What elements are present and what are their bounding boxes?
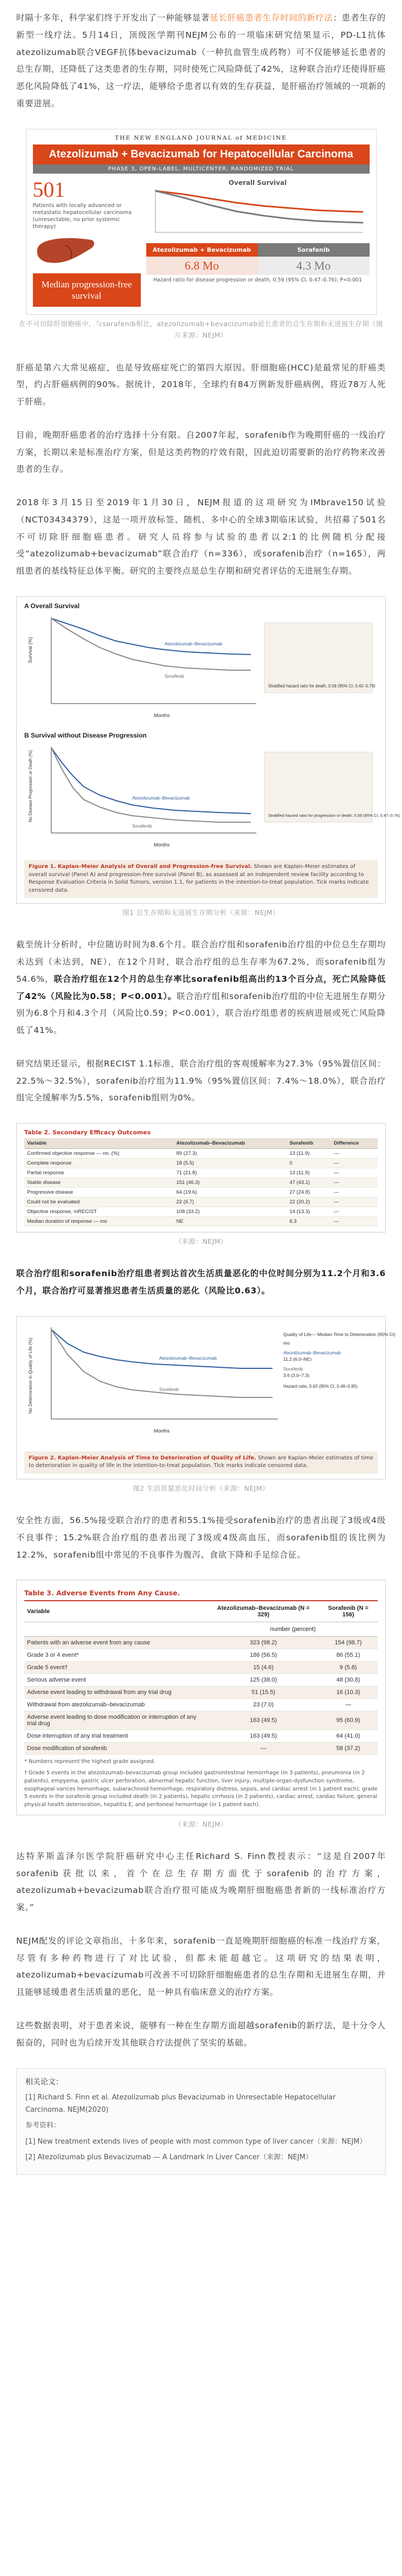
qol-hr: Hazard ratio, 0.63 (95% CI, 0.46–0.85) (283, 1383, 358, 1389)
reference-item: [2] Atezolizumab plus Bevacizumab — A Landmark in Liver Cancer（来源：NEJM） (25, 2153, 313, 2162)
table-cell: 15 (4.6) (208, 1662, 319, 1674)
table-cell: 186 (56.5) (208, 1649, 319, 1662)
figure2-note-body: Shown are Kaplan–Meier estimates of time to deterioration in quality of life in the intention-to-treat population. Tick marks indicate censored data. (29, 1455, 373, 1469)
table-cell: Adverse event leading to withdrawal from any trial drug (24, 1686, 208, 1699)
os-ylabel: Survival (%) (28, 637, 33, 664)
trial-text-b: “atezolizumab+bevacizumab”联合治疗（n=336），或sorafenib治疗（n=165），两组患者的基线特征总体平衡。研究的主要终点是总生存期和研究者评估的无进展生存期。 (16, 549, 386, 576)
arm-a-label: Atezolizumab + Bevacizumab (146, 243, 258, 257)
table-cell: Progressive disease (24, 1188, 174, 1197)
table-cell: 22 (20.2) (287, 1197, 331, 1207)
table-row (24, 1168, 378, 1178)
os-chart (24, 612, 378, 725)
median-pfs-label: Median progression-free survival (33, 273, 141, 307)
table-row (24, 1730, 378, 1742)
table-cell: 163 (49.5) (208, 1730, 319, 1742)
table-cell: 163 (49.5) (208, 1711, 319, 1730)
table-cell: 18 (5.5) (174, 1159, 287, 1168)
intro-highlight: 延长肝癌患者生存时间的新疗法 (209, 13, 333, 23)
table-cell: 22 (6.7) (174, 1197, 287, 1207)
results-text-b: 中位随访时间为8.6个月。联合治疗组和sorafenib治疗组的中位总生存期均未达到（未达到，NE），在12个月时，联合治疗组的总生存率为67.2%，而sorafenib组为54.6%， (16, 940, 386, 984)
figure-caption-1: 在不可切除肝细胞癌中，与sorafenib相比，atezolizumab+bevacizumab延长患者的总生存期和无进展生存期（图片来源：NEJM） (19, 320, 383, 340)
os-hr-text: Stratified hazard ratio for death, 0.58 (95% CI, 0.42–0.79) (268, 684, 376, 689)
table-cell: Dose modification of sorafenib (24, 1742, 208, 1755)
references-list (25, 2091, 377, 2164)
paragraph-qol: 联合治疗组和sorafenib治疗组患者到达首次生活质量恶化的中位时间分别为11.2个月和3.6个月，联合治疗可显著推迟患者生活质量的恶化（风险比0.63）。 (16, 1269, 386, 1296)
intro-text-b: ：患者生存的新型一线疗法。5月14日，顶级医学期刊NEJM公布的一项临床研究结果显示，PD-L1抗体atezolizumab联合VEGF抗体bevacizumab（一种抗血管生成药物）可不仅能够延长患者的总生存期，还降低了这类患者的生存期，同时使死亡风险降低了42%，这种联合治疗还使得肝癌恶化风险降低了41%，这一疗法，能够给予患者以有效的生存获益，是肝癌治疗领域的一项新的重要进展。 (16, 13, 386, 108)
paragraph-expert: 达特茅斯盖泽尔医学院肝癌研究中心主任Richard S. Finn教授表示：“这是自2007年sorafenib获批以来，首个在总生存期方面优于sorafenib的治疗方案，atezolizumab+bevacizumab联合治疗很可能成为晚期肝细胞癌患者新的一线标准治疗方案。” (16, 1851, 386, 1913)
figure-caption-4: 图2 生活质量恶化时间分析（来源：NEJM） (133, 1484, 269, 1492)
table-cell: Could not be evaluated (24, 1197, 174, 1207)
adverse-events-title: Table 3. Adverse Events from Any Cause. (24, 1586, 378, 1601)
qol-panel (16, 1316, 396, 1479)
qol-legend-combo-val: 11.2 (6.0–NE) (283, 1356, 312, 1362)
secondary-outcomes-table (24, 1138, 378, 1227)
table-cell: — (331, 1178, 378, 1188)
table-cell: 0 (287, 1159, 331, 1168)
ae-footnote-1: * Numbers represent the highest grade assigned. (24, 1759, 155, 1765)
nejm-summary-card (26, 129, 377, 315)
table-cell: 323 (98.2) (208, 1637, 319, 1649)
references-heading: 相关论文： (25, 2077, 63, 2086)
table-row (24, 1188, 378, 1197)
adverse-events-panel (16, 1580, 386, 1815)
liver-icon (33, 235, 98, 267)
table-cell: 51 (15.5) (208, 1686, 319, 1699)
qol-ylabel: No Deterioration in Quality of Life (%) (28, 1338, 33, 1414)
nejm-brand: THE NEW ENGLAND JOURNAL of MEDICINE (114, 134, 288, 141)
qol-chart (24, 1322, 396, 1446)
table-cell: Objective response, mRECIST (24, 1207, 174, 1217)
table-row (24, 1637, 378, 1649)
table-cell: 151 (46.3) (174, 1178, 287, 1188)
table-row (24, 1217, 378, 1227)
os-title: Overall Survival (228, 178, 287, 187)
table-cell: 27 (24.8) (287, 1188, 331, 1197)
table-cell: — (331, 1207, 378, 1217)
adverse-events-table (24, 1601, 378, 1755)
table-cell: — (331, 1188, 378, 1197)
arm-pfs-values (146, 257, 370, 275)
ae-unit-row: number (percent) (208, 1622, 378, 1637)
paragraph-editorial: NEJM配发的评论文章指出，十多年来，sorafenib一直是晚期肝细胞癌的标准一线治疗方案，尽管有多种药物进行了对比试验，但都未能超越它。这项研究的结果表明，atezolizumab+bevacizumab可改善不可切除肝细胞癌患者的总生存期和无进展生存期，并且能够延缓患者生活质量的恶化，是一种具有临床意义的治疗方案。 (16, 1936, 386, 1998)
table-row (24, 1742, 378, 1755)
table-row (24, 1699, 378, 1711)
adverse-events-figure (16, 1580, 386, 1829)
results-text-c: 联合治疗组和sorafenib治疗组的中位无进展生存期分别为6.8个月和4.3个月（风险比0.59；P<0.001），联合治疗组患者的疾病进展或死亡风险降低了41%。 (16, 991, 386, 1036)
qol-legend-sorafenib-val: 3.6 (3.0–7.3) (283, 1372, 310, 1378)
table-row (24, 1711, 378, 1730)
table-cell: 64 (19.6) (174, 1188, 287, 1197)
km-panel (16, 596, 400, 904)
table-cell: — (208, 1742, 319, 1755)
paragraph-response: 研究结果还显示，根据RECIST 1.1标准，联合治疗组的客观缓解率为27.3%（95%置信区间：22.5%～32.5%），sorafenib治疗组为11.9%（95%置信区间：7.4%～18.0%），联合治疗组完全缓解率为5.5%，sorafenib组则为0%。 (16, 1058, 386, 1103)
table-cell: 9 (5.8) (319, 1662, 378, 1674)
table-cell: 108 (33.2) (174, 1207, 287, 1217)
nejm-title: Atezolizumab + Bevacizumab for Hepatocellular Carcinoma (33, 144, 370, 164)
figure1-note (24, 860, 378, 898)
figure-caption-3: （来源：NEJM） (174, 1237, 228, 1246)
table-cell: Withdrawal from atezolizumab–bevacizumab (24, 1699, 208, 1711)
pfs-legend-combo: Atezolizumab–Bevacizumab (132, 795, 190, 801)
table-row (24, 1649, 378, 1662)
table-cell: Confirmed objective response — no. (%) (24, 1149, 174, 1159)
qol-legend-title: Quality of Life— Median Time to Deterioration (95% CI) (283, 1331, 396, 1337)
pfs-xlabel: Months (154, 842, 170, 848)
table-cell: — (331, 1217, 378, 1227)
os-curve-combo (155, 191, 363, 212)
references-box (16, 2068, 386, 2175)
table-cell: 64 (41.0) (319, 1730, 378, 1742)
qol-xlabel: Months (154, 1428, 170, 1434)
table-cell: — (331, 1168, 378, 1178)
table-cell: 58 (37.2) (319, 1742, 378, 1755)
figure-caption-5: （来源：NEJM） (174, 1820, 228, 1828)
ae-footnote-2: † Grade 5 events in the atezolizumab–bevacizumab group included gastrointestinal hemorrhage (in 3 patients), pneumonia (in 2 patients), empyema, gastric ulcer perforation, abnormal hepatic function, liver injury, multiple-organ-dysfunction syndrome, esophageal varices hemorrhage, subarachnoid hemorrhage, respiratory distress, sepsis, and cardiac arrest (in 1 patient each); grade 5 events in the sorafenib group included death (in 2 patients), hepatic cirrhosis (in 2 patients), cardiac arrest, cardiac failure, general physical health deterioration, hepatitis E, and peritoneal hemorrhage (in 1 patient each). (24, 1770, 378, 1808)
ae-col-variable: Variable (24, 1601, 208, 1622)
table-cell: 13 (11.9) (287, 1149, 331, 1159)
table-cell: Stable disease (24, 1178, 174, 1188)
nejm-body (33, 179, 370, 307)
table-row (24, 1178, 378, 1188)
table-row (24, 1149, 378, 1159)
qol-curve-combo (51, 1330, 272, 1368)
km-figure-1 (16, 596, 400, 918)
table-cell: 154 (98.7) (319, 1637, 378, 1649)
intro-text-a: 时隔十多年，科学家们终于开发出了一种能够显著 (16, 13, 210, 23)
table-cell: Complete response (24, 1159, 174, 1168)
table-cell: 86 (55.1) (319, 1649, 378, 1662)
table-row (24, 1207, 378, 1217)
os-xlabel: Months (154, 713, 170, 719)
pfs-ylabel: No Disease Progression or Death (%) (28, 750, 33, 823)
table-cell: 48 (30.8) (319, 1674, 378, 1686)
table-cell: NE (174, 1217, 287, 1227)
qol-label-combo: Atezolizumab–Bevacizumab (159, 1355, 217, 1361)
table-cell: Serious adverse event (24, 1674, 208, 1686)
table-cell: Grade 3 or 4 event* (24, 1649, 208, 1662)
table-cell: 71 (21.8) (174, 1168, 287, 1178)
patient-description: Patients with locally advanced or metastatic hepatocellular carcinoma (unresectable, no prior systemic therapy) (32, 202, 132, 230)
os-curve-sorafenib (155, 191, 363, 223)
pfs-hazard-ratio: Hazard ratio for disease progression or death, 0.59 (95% CI, 0.47–0.76); P<0.001 (153, 277, 362, 283)
os-legend-sorafenib: Sorafenib (165, 673, 185, 679)
results-text-a: 截至统计分析时， (16, 940, 88, 950)
qol-legend-sorafenib: Sorafenib (283, 1366, 303, 1372)
figure2-note-title: Figure 2. Kaplan–Meier Analysis of Time to Deterioration of Quality of Life. (29, 1455, 256, 1461)
arm-a-pfs: 6.8 Mo (146, 257, 258, 275)
figure-caption-2: 图1 总生存期和无进展生存期分析（来源：NEJM） (122, 908, 280, 917)
ae-col-combo: Atezolizumab–Bevacizumab (N = 329) (208, 1601, 319, 1622)
table-cell: Dose interruption of any trial treatment (24, 1730, 208, 1742)
qol-legend-unit: mo (283, 1340, 290, 1346)
arm-b-pfs: 4.3 Mo (258, 257, 370, 275)
figure2-note (24, 1451, 378, 1473)
table-cell: Grade 5 event† (24, 1662, 208, 1674)
reference-item: 参考资料： (25, 2122, 61, 2130)
nejm-right-panel (146, 179, 370, 307)
qol-legend-combo: Atezolizumab–Bevacizumab (283, 1349, 341, 1355)
table-row (24, 1662, 378, 1674)
reference-item: [1] Richard S. Finn et al. Atezolizumab plus Bevacizumab in Unresectable Hepatocellular Carcinoma. NEJM(2020) (25, 2093, 336, 2114)
trial-text-a: 2018年3月15日至2019年1月30日，NEJM报道的这项研究为IMbrave150试验（NCT03434379），这是一项开放标签、随机、多中心的全球3期临床试验，共招募了501名不可切除肝细胞癌患者。研究人员将参与试验的患者以2:1的比例随机分配接受 (16, 498, 386, 559)
panel-a-label: A Overall Survival (24, 602, 80, 610)
os-legend-combo: Atezolizumab–Bevacizumab (165, 641, 222, 647)
qol-label-sorafenib: Sorafenib (159, 1386, 179, 1392)
paragraph-results (16, 936, 386, 1039)
nejm-left-panel (33, 179, 141, 307)
table-row (24, 1197, 378, 1207)
pfs-chart (24, 741, 400, 855)
table-row (24, 1686, 378, 1699)
paragraph-trial-design (16, 494, 386, 580)
paragraph-sorafenib: 目前，晚期肝癌患者的治疗选择十分有限。自2007年起，sorafenib作为晚期肝癌的一线治疗方案，长期以来是标准治疗方案，但是这类药物的疗效有限，因此迫切需要新的治疗药物来改善患者的生存。 (16, 430, 386, 474)
secondary-outcomes-panel (16, 1123, 386, 1232)
paragraph-conclusion: 这些数据表明，对于患者来说，能够有一种在生存期方面超越sorafenib的新疗法，是十分令人振奋的，同时也为后续开发其他联合疗法提供了坚实的基础。 (16, 2020, 386, 2048)
table-cell: — (319, 1699, 378, 1711)
ae-col-sorafenib: Sorafenib (N = 156) (319, 1601, 378, 1622)
secondary-outcomes-title: Table 2. Secondary Efficacy Outcomes (24, 1129, 151, 1137)
results-bold: 联合治疗组在12个月的总生存率比sorafenib组高出约13个百分点，死亡风险降低了42%（风险比为0.58；P<0.001）。 (16, 974, 386, 1001)
table-row (24, 1159, 378, 1168)
table-cell: Partial response (24, 1168, 174, 1178)
nejm-summary-figure (16, 129, 386, 341)
table-cell: — (331, 1149, 378, 1159)
table-cell: Patients with an adverse event from any cause (24, 1637, 208, 1649)
table-cell: 16 (10.3) (319, 1686, 378, 1699)
table-cell: 13 (11.9) (287, 1168, 331, 1178)
table-cell: Median duration of response — mo (24, 1217, 174, 1227)
table-cell: 14 (13.3) (287, 1207, 331, 1217)
table-cell: 89 (27.3) (174, 1149, 287, 1159)
arm-b-label: Sorafenib (258, 243, 370, 257)
nejm-subtitle: PHASE 3, OPEN-LABEL, MULTICENTER, RANDOMIZED TRIAL (33, 164, 370, 174)
secondary-col-1: Atezolizumab–Bevacizumab (174, 1138, 287, 1149)
os-mini-chart (146, 187, 370, 238)
secondary-col-2: Sorafenib (287, 1138, 331, 1149)
table-cell: — (331, 1159, 378, 1168)
figure1-note-body: Shown are Kaplan–Meier estimates of overall survival (Panel A) and progression-free survival (Panel B), as assessed at an independent review facility according to Response Evaluation Criteria in Solid Tumors, version 1.1, for patients in the intention-to-treat population. Tick marks indicate censored data. (29, 864, 369, 893)
figure1-note-title: Figure 1. Kaplan–Meier Analysis of Overall and Progression-free Survival. (29, 864, 253, 870)
reference-item: [1] New treatment extends lives of people with most common type of liver cancer（来源：NEJM） (25, 2137, 367, 2146)
secondary-outcomes-table-figure (16, 1123, 386, 1247)
paragraph-intro (16, 10, 386, 113)
qol-figure (16, 1316, 396, 1494)
table-cell: 23 (7.0) (208, 1699, 319, 1711)
paragraph-safety: 安全性方面，56.5%接受联合治疗的患者和55.1%接受sorafenib治疗的患者出现了3级或4级不良事件；15.2%联合治疗组的患者出现了3级或4级高血压，而sorafenib组的该比例为12.2%，sorafenib组中常见的不良事件为腹泻、食欲下降和手足综合征。 (16, 1516, 386, 1560)
table-cell: Adverse event leading to dose modification or interruption of any trial drug (24, 1711, 208, 1730)
panel-b-label: B Survival without Disease Progression (24, 732, 147, 740)
secondary-col-0: Variable (24, 1138, 174, 1149)
paragraph-background: 肝癌是第六大常见癌症，也是导致癌症死亡的第四大原因。肝细胞癌(HCC)是最常见的肝癌类型，约占肝癌病例的90%。据统计，2018年，全球约有84万例新发肝癌病例，将近78万人死于肝癌。 (16, 362, 386, 407)
patient-count: 501 (32, 177, 65, 202)
table-row (24, 1674, 378, 1686)
table-cell: 6.3 (287, 1217, 331, 1227)
table-cell: 47 (43.1) (287, 1178, 331, 1188)
pfs-legend-sorafenib: Sorafenib (132, 823, 152, 829)
table-cell: — (331, 1197, 378, 1207)
secondary-col-3: Difference (331, 1138, 378, 1149)
arm-labels (146, 243, 370, 257)
table-cell: 95 (60.9) (319, 1711, 378, 1730)
table-cell: 125 (38.0) (208, 1674, 319, 1686)
pfs-hr-text: Stratified hazard ratio for progression or death, 0.59 (95% CI, 0.47–0.76) (268, 813, 400, 818)
